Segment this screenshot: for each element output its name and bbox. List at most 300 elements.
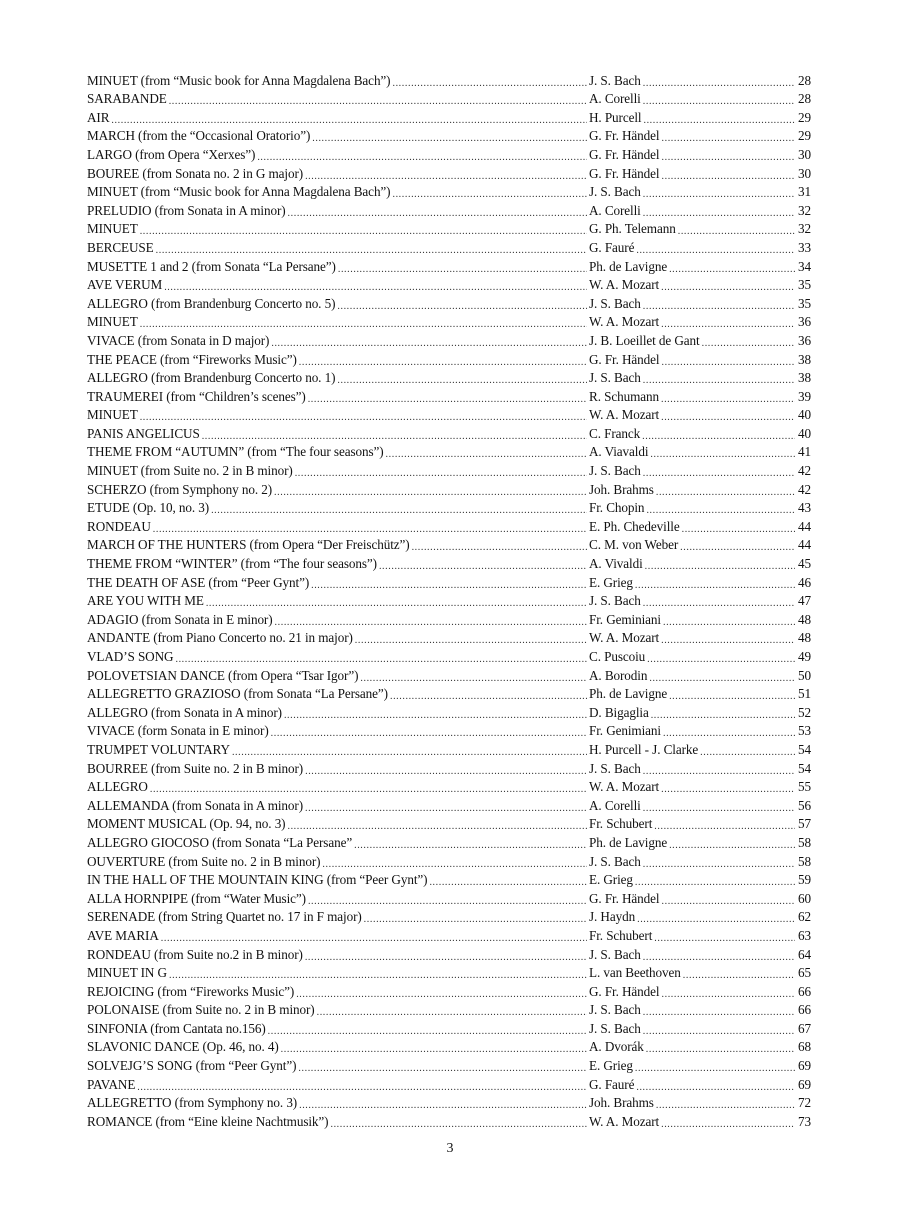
entry-composer: W. A. Mozart <box>589 277 660 293</box>
entry-composer: J. S. Bach <box>589 593 641 609</box>
dot-leader <box>338 263 587 276</box>
toc-entry <box>87 257 811 276</box>
dot-leader <box>390 690 587 703</box>
dot-leader <box>643 114 795 127</box>
dot-leader <box>322 858 587 871</box>
dot-leader <box>308 393 587 406</box>
toc-entry <box>87 629 811 648</box>
dot-leader <box>330 1118 587 1131</box>
dot-leader <box>662 170 796 183</box>
entry-title: MINUET <box>87 407 138 423</box>
dot-leader <box>317 1006 587 1019</box>
toc-entry <box>87 647 811 666</box>
entry-page: 54 <box>798 760 811 776</box>
dot-leader <box>379 560 587 573</box>
dot-leader <box>312 132 587 145</box>
dot-leader <box>169 95 587 108</box>
entry-page: 48 <box>798 611 811 627</box>
entry-page: 49 <box>798 649 811 664</box>
entry-composer: Joh. Brahms <box>589 481 654 497</box>
dot-leader <box>364 913 587 926</box>
entry-page: 35 <box>798 277 811 293</box>
dot-leader <box>295 467 587 480</box>
table-of-contents <box>87 71 811 1131</box>
entry-title: POLOVETSIAN DANCE (from Opera “Tsar Igor”) <box>87 667 359 683</box>
entry-title: POLONAISE (from Suite no. 2 in B minor) <box>87 1002 315 1018</box>
toc-entry <box>87 387 811 406</box>
entry-page: 66 <box>798 983 811 999</box>
dot-leader <box>661 318 795 331</box>
toc-entry <box>87 499 811 518</box>
dot-leader <box>271 337 587 350</box>
entry-page: 28 <box>798 72 811 88</box>
entry-composer: W. A. Mozart <box>589 407 660 423</box>
entry-title: ROMANCE (from “Eine kleine Nachtmusik”) <box>87 1113 329 1129</box>
dot-leader <box>661 411 795 424</box>
entry-composer: C. Franck <box>589 425 641 441</box>
entry-page: 60 <box>798 890 811 906</box>
entry-composer: A. Vivaldi <box>589 556 643 572</box>
entry-composer: J. S. Bach <box>589 946 641 962</box>
dot-leader <box>140 318 587 331</box>
entry-page: 38 <box>798 351 811 367</box>
entry-title: MARCH (from the “Occasional Oratorio”) <box>87 128 311 144</box>
entry-composer: Fr. Geminiani <box>589 611 661 627</box>
dot-leader <box>206 597 587 610</box>
entry-title: OUVERTURE (from Suite no. 2 in B minor) <box>87 853 321 869</box>
toc-entry <box>87 796 811 815</box>
dot-leader <box>662 988 796 1001</box>
dot-leader <box>700 746 795 759</box>
entry-page: 69 <box>798 1076 811 1092</box>
dot-leader <box>412 541 587 554</box>
entry-title: SCHERZO (from Symphony no. 2) <box>87 481 273 497</box>
entry-title: LARGO (from Opera “Xerxes”) <box>87 146 256 162</box>
dot-leader <box>680 541 795 554</box>
dot-leader <box>202 430 587 443</box>
toc-entry <box>87 982 811 1001</box>
entry-title: REJOICING (from “Fireworks Music”) <box>87 983 295 999</box>
entry-title: ALLEGRETTO GRAZIOSO (from Sonata “La Persane”) <box>87 686 388 702</box>
dot-leader <box>111 114 587 127</box>
dot-leader <box>643 1025 795 1038</box>
entry-composer: C. M. von Weber <box>589 537 679 553</box>
dot-leader <box>360 672 587 685</box>
entry-title: THEME FROM “AUTUMN” (from “The four seasons”) <box>87 444 384 460</box>
entry-title: THEME FROM “WINTER” (from “The four seasons”) <box>87 556 377 572</box>
entry-title: MINUET (from Suite no. 2 in B minor) <box>87 463 293 479</box>
dot-leader <box>268 1025 587 1038</box>
entry-title: SERENADE (from String Quartet no. 17 in F major) <box>87 909 362 925</box>
toc-entry <box>87 889 811 908</box>
toc-entry <box>87 1019 811 1038</box>
dot-leader <box>643 802 795 815</box>
entry-title: VLAD’S SONG <box>87 649 174 664</box>
entry-composer: W. A. Mozart <box>589 779 660 795</box>
entry-page: 55 <box>798 779 811 795</box>
toc-entry <box>87 926 811 945</box>
toc-entry <box>87 238 811 257</box>
entry-page: 53 <box>798 723 811 739</box>
dot-leader <box>643 597 795 610</box>
entry-page: 63 <box>798 927 811 943</box>
entry-composer: H. Purcell <box>589 109 642 125</box>
dot-leader <box>643 1006 795 1019</box>
dot-leader <box>288 207 587 220</box>
entry-composer: L. van Beethoven <box>589 965 681 981</box>
dot-leader <box>647 653 795 666</box>
entry-page: 47 <box>798 593 811 609</box>
entry-composer: E. Ph. Chedeville <box>589 518 680 534</box>
entry-title: MINUET <box>87 221 138 237</box>
entry-title: RONDEAU <box>87 518 151 534</box>
dot-leader <box>305 802 587 815</box>
dot-leader <box>299 356 587 369</box>
entry-page: 58 <box>798 853 811 869</box>
entry-composer: Ph. de Lavigne <box>589 686 668 702</box>
entry-composer: G. Fr. Händel <box>589 983 660 999</box>
dot-leader <box>311 579 587 592</box>
entry-title: IN THE HALL OF THE MOUNTAIN KING (from “Peer Gynt”) <box>87 872 428 888</box>
toc-entry <box>87 313 811 332</box>
toc-entry <box>87 778 811 797</box>
dot-leader <box>232 746 587 759</box>
dot-leader <box>662 151 796 164</box>
dot-leader <box>656 486 795 499</box>
dot-leader <box>643 95 795 108</box>
dot-leader <box>296 988 587 1001</box>
entry-title: TRUMPET VOLUNTARY <box>87 741 230 757</box>
entry-title: RONDEAU (from Suite no.2 in B minor) <box>87 946 303 962</box>
entry-title: MINUET <box>87 314 138 330</box>
entry-composer: J. S. Bach <box>589 760 641 776</box>
entry-composer: J. S. Bach <box>589 370 641 386</box>
entry-composer: J. Haydn <box>589 909 636 925</box>
entry-composer: Ph. de Lavigne <box>589 834 668 850</box>
entry-composer: W. A. Mozart <box>589 630 660 646</box>
entry-composer: E. Grieg <box>589 574 633 590</box>
dot-leader <box>643 951 795 964</box>
entry-page: 30 <box>798 146 811 162</box>
dot-leader <box>635 579 795 592</box>
entry-page: 32 <box>798 202 811 218</box>
toc-entry <box>87 815 811 834</box>
entry-page: 43 <box>798 500 811 516</box>
toc-entry <box>87 443 811 462</box>
toc-entry <box>87 685 811 704</box>
dot-leader <box>678 225 795 238</box>
entry-title: MUSETTE 1 and 2 (from Sonata “La Persane”) <box>87 258 336 274</box>
entry-title: BERCEUSE <box>87 239 154 255</box>
entry-composer: J. S. Bach <box>589 1002 641 1018</box>
entry-title: ANDANTE (from Piano Concerto no. 21 in major) <box>87 630 353 646</box>
entry-title: SLAVONIC DANCE (Op. 46, no. 4) <box>87 1039 279 1055</box>
entry-composer: Fr. Chopin <box>589 500 645 516</box>
page-number: 3 <box>446 1141 454 1156</box>
entry-title: MOMENT MUSICAL (Op. 94, no. 3) <box>87 816 286 832</box>
dot-leader <box>663 727 795 740</box>
entry-composer: G. Fauré <box>589 239 635 255</box>
entry-page: 67 <box>798 1020 811 1036</box>
dot-leader <box>284 709 587 722</box>
toc-entry <box>87 1038 811 1057</box>
toc-entry <box>87 201 811 220</box>
entry-title: ETUDE (Op. 10, no. 3) <box>87 500 210 516</box>
entry-title: ALLEGRETTO (from Symphony no. 3) <box>87 1095 298 1111</box>
dot-leader <box>669 839 795 852</box>
dot-leader <box>274 486 587 499</box>
dot-leader <box>137 1081 587 1094</box>
entry-title: BOUREE (from Sonata no. 2 in G major) <box>87 165 304 181</box>
toc-entry <box>87 722 811 741</box>
toc-entry <box>87 164 811 183</box>
entry-composer: A. Borodin <box>589 667 648 683</box>
entry-page: 42 <box>798 481 811 497</box>
entry-composer: G. Fr. Händel <box>589 128 660 144</box>
entry-composer: A. Dvorák <box>589 1039 644 1055</box>
entry-page: 39 <box>798 388 811 404</box>
entry-page: 33 <box>798 239 811 255</box>
entry-composer: D. Bigaglia <box>589 704 649 720</box>
toc-entry <box>87 592 811 611</box>
dot-leader <box>642 430 795 443</box>
dot-leader <box>637 913 795 926</box>
entry-page: 31 <box>798 184 811 200</box>
entry-composer: J. S. Bach <box>589 295 641 311</box>
dot-leader <box>169 969 587 982</box>
entry-page: 35 <box>798 295 811 311</box>
entry-page: 42 <box>798 463 811 479</box>
entry-title: VIVACE (from Sonata in D major) <box>87 332 270 348</box>
entry-composer: J. S. Bach <box>589 853 641 869</box>
dot-leader <box>643 765 795 778</box>
dot-leader <box>643 858 795 871</box>
dot-leader <box>636 244 795 257</box>
dot-leader <box>643 188 795 201</box>
entry-composer: G. Fr. Händel <box>589 146 660 162</box>
entry-page: 58 <box>798 834 811 850</box>
dot-leader <box>702 337 795 350</box>
toc-entry <box>87 480 811 499</box>
entry-composer: G. Fr. Händel <box>589 165 660 181</box>
dot-leader <box>654 932 795 945</box>
toc-entry <box>87 350 811 369</box>
dot-leader <box>156 244 587 257</box>
entry-page: 69 <box>798 1058 811 1074</box>
entry-page: 50 <box>798 667 811 683</box>
entry-composer: G. Fr. Händel <box>589 890 660 906</box>
dot-leader <box>150 783 587 796</box>
entry-composer: C. Puscoiu <box>589 649 646 664</box>
toc-entry <box>87 406 811 425</box>
dot-leader <box>175 653 587 666</box>
entry-composer: A. Corelli <box>589 797 641 813</box>
entry-title: MINUET (from “Music book for Anna Magdalena Bach”) <box>87 184 391 200</box>
toc-entry <box>87 461 811 480</box>
entry-page: 62 <box>798 909 811 925</box>
dot-leader <box>271 727 587 740</box>
dot-leader <box>299 1099 587 1112</box>
toc-entry <box>87 424 811 443</box>
entry-page: 66 <box>798 1002 811 1018</box>
dot-leader <box>650 448 795 461</box>
entry-title: SOLVEJG’S SONG (from “Peer Gynt”) <box>87 1058 297 1074</box>
dot-leader <box>140 411 587 424</box>
entry-composer: E. Grieg <box>589 872 633 888</box>
dot-leader <box>140 225 587 238</box>
toc-entry <box>87 852 811 871</box>
toc-entry <box>87 759 811 778</box>
entry-title: SARABANDE <box>87 91 167 107</box>
entry-composer: W. A. Mozart <box>589 314 660 330</box>
toc-entry <box>87 276 811 295</box>
entry-title: VIVACE (form Sonata in E minor) <box>87 723 269 739</box>
entry-title: AVE VERUM <box>87 277 163 293</box>
toc-entry <box>87 554 811 573</box>
entry-title: ALLA HORNPIPE (from “Water Music”) <box>87 890 306 906</box>
entry-page: 40 <box>798 425 811 441</box>
dot-leader <box>355 634 587 647</box>
entry-title: ALLEGRO GIOCOSO (from Sonata “La Persane” <box>87 834 353 850</box>
toc-entry <box>87 517 811 536</box>
toc-entry <box>87 1094 811 1113</box>
entry-title: MINUET IN G <box>87 965 167 981</box>
entry-composer: A. Corelli <box>589 91 641 107</box>
dot-leader <box>669 263 795 276</box>
dot-leader <box>662 132 796 145</box>
dot-leader <box>645 560 795 573</box>
entry-page: 44 <box>798 537 811 553</box>
dot-leader <box>337 300 587 313</box>
dot-leader <box>646 1043 795 1056</box>
entry-title: PAVANE <box>87 1076 136 1092</box>
dot-leader <box>643 77 795 90</box>
entry-composer: G. Fr. Händel <box>589 351 660 367</box>
dot-leader <box>305 951 587 964</box>
dot-leader <box>683 969 795 982</box>
toc-entry <box>87 964 811 983</box>
toc-entry <box>87 610 811 629</box>
dot-leader <box>386 448 587 461</box>
entry-title: ALLEMANDA (from Sonata in A minor) <box>87 797 304 813</box>
dot-leader <box>337 374 587 387</box>
dot-leader <box>669 690 795 703</box>
toc-entry <box>87 908 811 927</box>
dot-leader <box>643 207 795 220</box>
entry-composer: J. B. Loeillet de Gant <box>589 332 700 348</box>
entry-composer: A. Corelli <box>589 202 641 218</box>
dot-leader <box>392 188 587 201</box>
dot-leader <box>654 820 795 833</box>
dot-leader <box>287 820 587 833</box>
entry-composer: W. A. Mozart <box>589 1113 660 1129</box>
entry-title: PANIS ANGELICUS <box>87 425 200 441</box>
entry-page: 29 <box>798 128 811 144</box>
entry-title: ALLEGRO (from Sonata in A minor) <box>87 704 282 720</box>
dot-leader <box>649 672 795 685</box>
entry-page: 52 <box>798 704 811 720</box>
toc-entry <box>87 294 811 313</box>
dot-leader <box>392 77 587 90</box>
entry-composer: Joh. Brahms <box>589 1095 654 1111</box>
entry-composer: G. Ph. Telemann <box>589 221 676 237</box>
dot-leader <box>636 1081 795 1094</box>
entry-page: 28 <box>798 91 811 107</box>
dot-leader <box>305 170 587 183</box>
entry-title: ARE YOU WITH ME <box>87 593 204 609</box>
dot-leader <box>643 300 795 313</box>
toc-entry <box>87 90 811 109</box>
entry-page: 64 <box>798 946 811 962</box>
dot-leader <box>161 932 587 945</box>
entry-page: 65 <box>798 965 811 981</box>
dot-leader <box>651 709 795 722</box>
entry-page: 56 <box>798 797 811 813</box>
entry-title: ADAGIO (from Sonata in E minor) <box>87 611 273 627</box>
entry-composer: H. Purcell - J. Clarke <box>589 741 699 757</box>
toc-entry <box>87 1075 811 1094</box>
dot-leader <box>308 895 587 908</box>
dot-leader <box>298 1062 587 1075</box>
toc-entry <box>87 945 811 964</box>
dot-leader <box>643 467 795 480</box>
entry-composer: G. Fauré <box>589 1076 635 1092</box>
entry-composer: J. S. Bach <box>589 1020 641 1036</box>
toc-entry <box>87 536 811 555</box>
entry-title: AVE MARIA <box>87 927 159 943</box>
entry-title: MINUET (from “Music book for Anna Magdalena Bach”) <box>87 72 391 88</box>
dot-leader <box>211 504 587 517</box>
entry-composer: Ph. de Lavigne <box>589 258 668 274</box>
toc-entry <box>87 220 811 239</box>
dot-leader <box>661 281 795 294</box>
dot-leader <box>164 281 587 294</box>
dot-leader <box>635 876 795 889</box>
entry-title: AIR <box>87 109 110 125</box>
entry-page: 30 <box>798 165 811 181</box>
toc-entry <box>87 183 811 202</box>
toc-entry <box>87 833 811 852</box>
dot-leader <box>661 393 795 406</box>
dot-leader <box>635 1062 795 1075</box>
dot-leader <box>275 616 587 629</box>
dot-leader <box>663 616 795 629</box>
dot-leader <box>257 151 587 164</box>
entry-page: 41 <box>798 444 811 460</box>
dot-leader <box>682 523 795 536</box>
toc-entry <box>87 740 811 759</box>
entry-composer: E. Grieg <box>589 1058 633 1074</box>
toc-entry <box>87 369 811 388</box>
entry-composer: Fr. Schubert <box>589 816 653 832</box>
toc-entry <box>87 1001 811 1020</box>
toc-entry <box>87 1112 811 1131</box>
entry-page: 46 <box>798 574 811 590</box>
entry-page: 38 <box>798 370 811 386</box>
entry-page: 51 <box>798 686 811 702</box>
toc-entry <box>87 703 811 722</box>
entry-page: 44 <box>798 518 811 534</box>
entry-page: 59 <box>798 872 811 888</box>
entry-page: 57 <box>798 816 811 832</box>
entry-page: 54 <box>798 741 811 757</box>
toc-entry <box>87 127 811 146</box>
entry-page: 36 <box>798 314 811 330</box>
dot-leader <box>643 374 795 387</box>
entry-page: 34 <box>798 258 811 274</box>
entry-title: TRAUMEREI (from “Children’s scenes”) <box>87 388 306 404</box>
entry-title: THE PEACE (from “Fireworks Music”) <box>87 351 297 367</box>
